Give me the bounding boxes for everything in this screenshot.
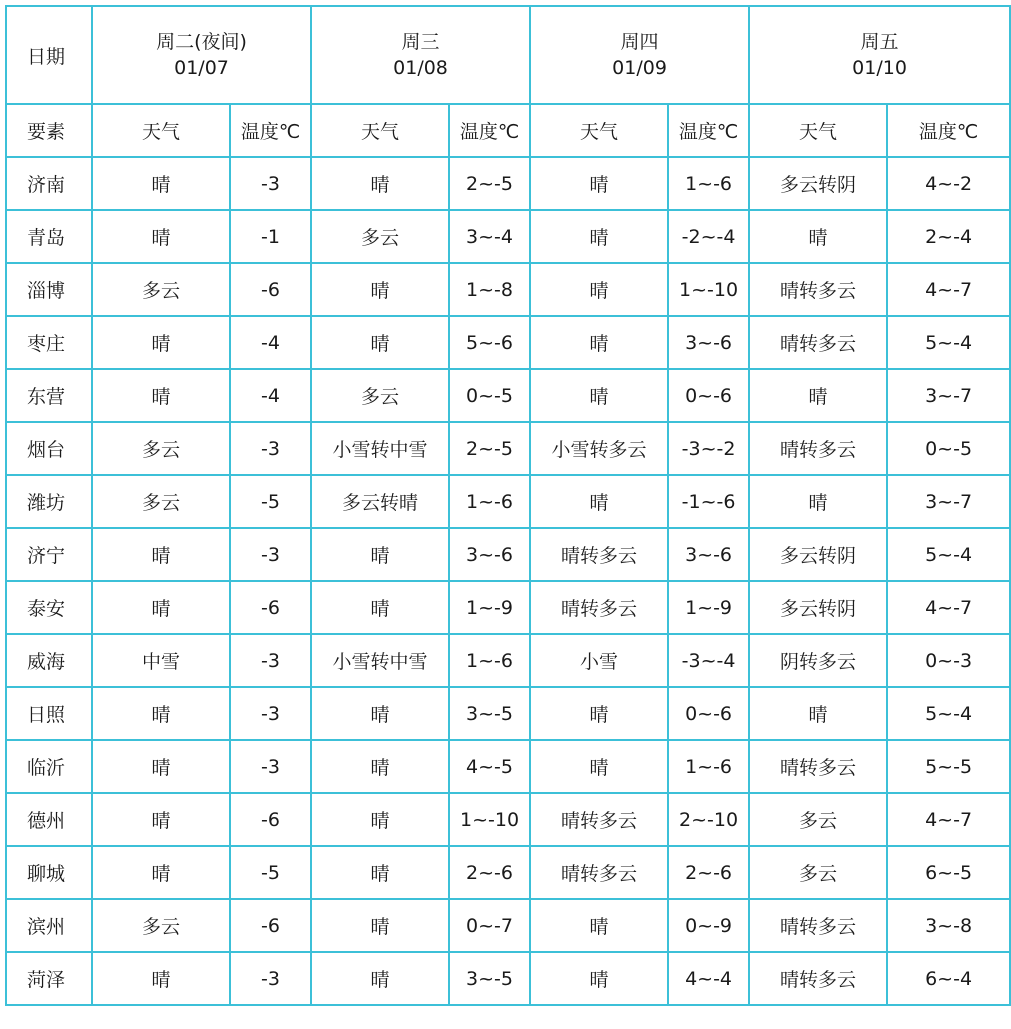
temperature-cell: 4~-5 xyxy=(449,740,530,793)
temperature-cell: -3 xyxy=(230,952,311,1005)
table-row xyxy=(6,422,1010,475)
date-header-row xyxy=(6,6,1010,104)
temperature-cell: -6 xyxy=(230,263,311,316)
temperature-cell: 1~-6 xyxy=(668,157,749,210)
city-name: 聊城 xyxy=(6,846,92,899)
weather-cell: 晴转多云 xyxy=(749,422,887,475)
table-row xyxy=(6,369,1010,422)
temperature-cell: 1~-6 xyxy=(449,475,530,528)
weather-cell: 晴 xyxy=(749,687,887,740)
temperature-cell: 4~-7 xyxy=(887,793,1010,846)
day-name: 周四 xyxy=(620,31,659,53)
temperature-cell: 2~-10 xyxy=(668,793,749,846)
table-row xyxy=(6,634,1010,687)
weather-cell: 晴 xyxy=(92,740,230,793)
weather-cell: 晴 xyxy=(92,846,230,899)
weather-cell: 晴 xyxy=(530,210,668,263)
temperature-cell: -3 xyxy=(230,528,311,581)
weather-cell: 晴转多云 xyxy=(530,528,668,581)
city-name: 东营 xyxy=(6,369,92,422)
city-name: 菏泽 xyxy=(6,952,92,1005)
city-name: 德州 xyxy=(6,793,92,846)
date-label: 日期 xyxy=(6,6,92,104)
table-row xyxy=(6,475,1010,528)
weather-cell: 多云 xyxy=(92,475,230,528)
weather-cell: 晴 xyxy=(92,369,230,422)
city-name: 青岛 xyxy=(6,210,92,263)
weather-cell: 晴转多云 xyxy=(749,899,887,952)
weather-cell: 小雪 xyxy=(530,634,668,687)
temperature-cell: -4 xyxy=(230,316,311,369)
temperature-cell: -3 xyxy=(230,740,311,793)
temperature-cell: 1~-6 xyxy=(449,634,530,687)
weather-cell: 多云转阴 xyxy=(749,581,887,634)
table-row xyxy=(6,899,1010,952)
table-row xyxy=(6,793,1010,846)
day-header-2 xyxy=(530,6,749,104)
weather-cell: 晴 xyxy=(530,157,668,210)
temperature-cell: 0~-3 xyxy=(887,634,1010,687)
weather-cell: 多云 xyxy=(749,793,887,846)
weather-cell: 晴 xyxy=(311,899,449,952)
city-name: 枣庄 xyxy=(6,316,92,369)
table-row xyxy=(6,952,1010,1005)
temperature-cell: 3~-6 xyxy=(449,528,530,581)
weather-cell: 晴转多云 xyxy=(530,581,668,634)
weather-cell: 多云转阴 xyxy=(749,528,887,581)
weather-cell: 晴 xyxy=(92,528,230,581)
temperature-cell: 4~-4 xyxy=(668,952,749,1005)
weather-cell: 多云 xyxy=(311,369,449,422)
weather-cell: 中雪 xyxy=(92,634,230,687)
city-name: 潍坊 xyxy=(6,475,92,528)
city-name: 济南 xyxy=(6,157,92,210)
weather-cell: 晴 xyxy=(530,316,668,369)
city-name: 滨州 xyxy=(6,899,92,952)
weather-cell: 晴 xyxy=(311,952,449,1005)
temperature-cell: -6 xyxy=(230,581,311,634)
temperature-cell: 2~-6 xyxy=(449,846,530,899)
temp-header: 温度℃ xyxy=(887,104,1010,157)
weather-cell: 小雪转中雪 xyxy=(311,634,449,687)
element-header-row xyxy=(6,104,1010,157)
temperature-cell: 1~-10 xyxy=(449,793,530,846)
temp-header: 温度℃ xyxy=(449,104,530,157)
day-date: 01/10 xyxy=(852,57,907,79)
temp-header: 温度℃ xyxy=(230,104,311,157)
weather-cell: 晴 xyxy=(311,846,449,899)
temperature-cell: -3 xyxy=(230,422,311,475)
temperature-cell: 4~-7 xyxy=(887,263,1010,316)
temperature-cell: 0~-6 xyxy=(668,687,749,740)
temperature-cell: 0~-5 xyxy=(887,422,1010,475)
weather-cell: 晴 xyxy=(749,475,887,528)
weather-cell: 晴 xyxy=(92,952,230,1005)
day-header-3 xyxy=(749,6,1010,104)
weather-cell: 阴转多云 xyxy=(749,634,887,687)
temperature-cell: -5 xyxy=(230,846,311,899)
day-date: 01/09 xyxy=(612,57,667,79)
weather-cell: 晴 xyxy=(530,475,668,528)
weather-cell: 晴 xyxy=(311,740,449,793)
temperature-cell: 3~-6 xyxy=(668,316,749,369)
temperature-cell: 6~-5 xyxy=(887,846,1010,899)
temperature-cell: 2~-5 xyxy=(449,157,530,210)
temperature-cell: 3~-4 xyxy=(449,210,530,263)
weather-cell: 晴 xyxy=(311,316,449,369)
weather-cell: 晴 xyxy=(92,793,230,846)
day-date: 01/07 xyxy=(174,57,229,79)
temperature-cell: 1~-8 xyxy=(449,263,530,316)
day-header-1 xyxy=(311,6,530,104)
temperature-cell: 2~-4 xyxy=(887,210,1010,263)
temperature-cell: -5 xyxy=(230,475,311,528)
weather-cell: 晴 xyxy=(530,687,668,740)
table-row xyxy=(6,687,1010,740)
weather-cell: 晴 xyxy=(92,316,230,369)
weather-cell: 晴 xyxy=(311,793,449,846)
temperature-cell: 3~-6 xyxy=(668,528,749,581)
temperature-cell: 5~-5 xyxy=(887,740,1010,793)
weather-cell: 多云 xyxy=(92,899,230,952)
temperature-cell: 5~-6 xyxy=(449,316,530,369)
table-row xyxy=(6,740,1010,793)
weather-cell: 晴 xyxy=(530,899,668,952)
temperature-cell: 0~-6 xyxy=(668,369,749,422)
temperature-cell: 0~-5 xyxy=(449,369,530,422)
temperature-cell: -3 xyxy=(230,157,311,210)
temperature-cell: -3 xyxy=(230,687,311,740)
weather-cell: 晴 xyxy=(530,369,668,422)
temperature-cell: -1~-6 xyxy=(668,475,749,528)
temperature-cell: -3 xyxy=(230,634,311,687)
temperature-cell: -3~-2 xyxy=(668,422,749,475)
temperature-cell: 3~-5 xyxy=(449,687,530,740)
weather-cell: 晴 xyxy=(92,157,230,210)
temperature-cell: 5~-4 xyxy=(887,528,1010,581)
forecast-table-wrapper xyxy=(5,5,1011,1006)
weather-cell: 晴转多云 xyxy=(749,740,887,793)
weather-cell: 晴 xyxy=(530,263,668,316)
city-name: 烟台 xyxy=(6,422,92,475)
weather-cell: 多云转晴 xyxy=(311,475,449,528)
temperature-cell: 1~-9 xyxy=(668,581,749,634)
weather-cell: 晴 xyxy=(311,157,449,210)
weather-header: 天气 xyxy=(311,104,449,157)
weather-cell: 晴 xyxy=(311,687,449,740)
weather-cell: 晴转多云 xyxy=(749,952,887,1005)
temperature-cell: -1 xyxy=(230,210,311,263)
day-name: 周三 xyxy=(401,31,440,53)
weather-cell: 晴转多云 xyxy=(749,316,887,369)
weather-cell: 多云转阴 xyxy=(749,157,887,210)
weather-cell: 多云 xyxy=(92,422,230,475)
temperature-cell: 1~-6 xyxy=(668,740,749,793)
weather-cell: 晴转多云 xyxy=(530,846,668,899)
weather-cell: 晴转多云 xyxy=(749,263,887,316)
temperature-cell: 4~-2 xyxy=(887,157,1010,210)
temperature-cell: 2~-5 xyxy=(449,422,530,475)
temperature-cell: 6~-4 xyxy=(887,952,1010,1005)
temperature-cell: -2~-4 xyxy=(668,210,749,263)
temperature-cell: -6 xyxy=(230,793,311,846)
weather-cell: 晴 xyxy=(530,952,668,1005)
weather-cell: 晴转多云 xyxy=(530,793,668,846)
table-row xyxy=(6,528,1010,581)
city-name: 淄博 xyxy=(6,263,92,316)
temperature-cell: 1~-9 xyxy=(449,581,530,634)
forecast-table xyxy=(5,5,1011,1006)
temp-header: 温度℃ xyxy=(668,104,749,157)
weather-cell: 多云 xyxy=(92,263,230,316)
city-name: 泰安 xyxy=(6,581,92,634)
day-date: 01/08 xyxy=(393,57,448,79)
temperature-cell: 0~-9 xyxy=(668,899,749,952)
weather-cell: 多云 xyxy=(311,210,449,263)
temperature-cell: 3~-5 xyxy=(449,952,530,1005)
temperature-cell: -3~-4 xyxy=(668,634,749,687)
weather-header: 天气 xyxy=(92,104,230,157)
day-header-0 xyxy=(92,6,311,104)
weather-cell: 晴 xyxy=(92,687,230,740)
city-name: 威海 xyxy=(6,634,92,687)
temperature-cell: 4~-7 xyxy=(887,581,1010,634)
temperature-cell: 3~-8 xyxy=(887,899,1010,952)
element-label: 要素 xyxy=(6,104,92,157)
temperature-cell: 2~-6 xyxy=(668,846,749,899)
temperature-cell: -6 xyxy=(230,899,311,952)
city-name: 临沂 xyxy=(6,740,92,793)
weather-cell: 晴 xyxy=(311,528,449,581)
table-row xyxy=(6,581,1010,634)
weather-cell: 晴 xyxy=(311,581,449,634)
weather-cell: 小雪转中雪 xyxy=(311,422,449,475)
weather-cell: 小雪转多云 xyxy=(530,422,668,475)
table-row xyxy=(6,157,1010,210)
weather-cell: 晴 xyxy=(92,210,230,263)
table-row xyxy=(6,316,1010,369)
temperature-cell: 5~-4 xyxy=(887,316,1010,369)
city-name: 济宁 xyxy=(6,528,92,581)
table-row xyxy=(6,846,1010,899)
weather-header: 天气 xyxy=(530,104,668,157)
temperature-cell: 3~-7 xyxy=(887,475,1010,528)
table-row xyxy=(6,263,1010,316)
weather-cell: 晴 xyxy=(530,740,668,793)
weather-header: 天气 xyxy=(749,104,887,157)
weather-cell: 晴 xyxy=(311,263,449,316)
weather-cell: 多云 xyxy=(749,846,887,899)
temperature-cell: 3~-7 xyxy=(887,369,1010,422)
day-name: 周五 xyxy=(860,31,899,53)
weather-cell: 晴 xyxy=(749,369,887,422)
temperature-cell: 5~-4 xyxy=(887,687,1010,740)
table-row xyxy=(6,210,1010,263)
city-name: 日照 xyxy=(6,687,92,740)
weather-cell: 晴 xyxy=(749,210,887,263)
temperature-cell: -4 xyxy=(230,369,311,422)
weather-cell: 晴 xyxy=(92,581,230,634)
temperature-cell: 0~-7 xyxy=(449,899,530,952)
day-name: 周二(夜间) xyxy=(156,31,247,53)
temperature-cell: 1~-10 xyxy=(668,263,749,316)
